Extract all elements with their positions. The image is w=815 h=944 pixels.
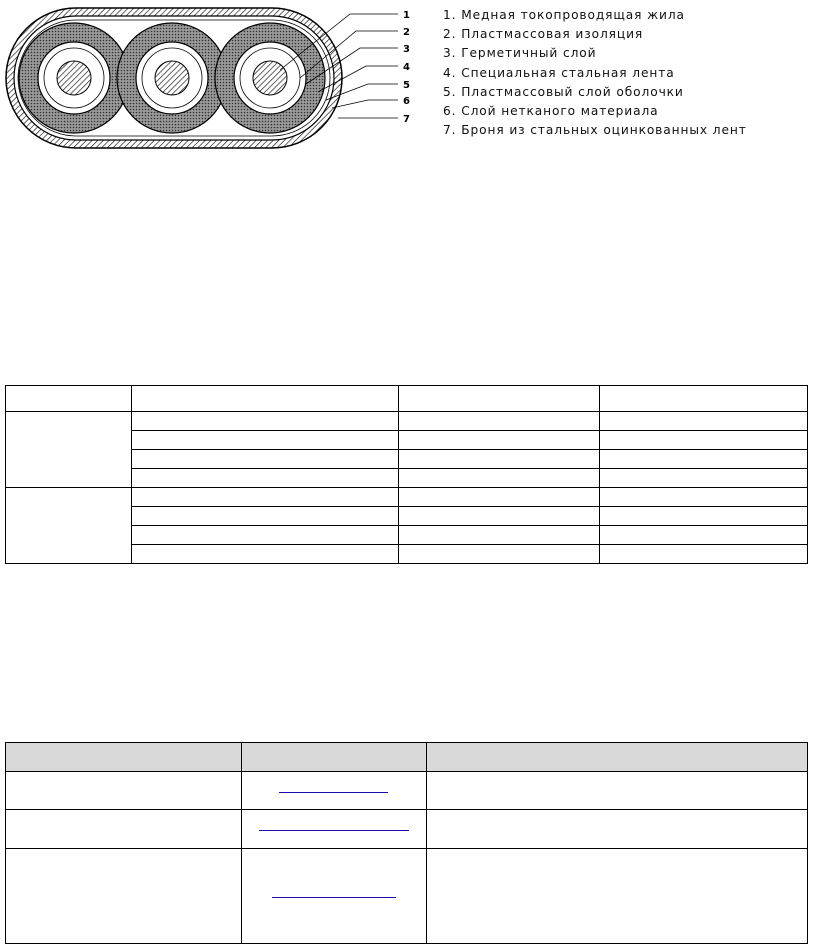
conductor-2 bbox=[117, 23, 227, 133]
legend-item: 6. Слой нетканого материала bbox=[443, 104, 659, 119]
table-cell bbox=[600, 412, 808, 431]
conductor-1 bbox=[19, 23, 129, 133]
table-cell bbox=[600, 507, 808, 526]
table-cell bbox=[600, 469, 808, 488]
table-cell bbox=[131, 431, 399, 450]
table-cell bbox=[131, 526, 399, 545]
callout-1: 1 bbox=[403, 10, 410, 21]
component-legend bbox=[443, 6, 747, 140]
header-cell bbox=[426, 743, 807, 772]
callout-2: 2 bbox=[403, 27, 410, 38]
table-cell bbox=[426, 849, 807, 944]
table-cell bbox=[600, 450, 808, 469]
table-cell bbox=[399, 431, 600, 450]
table-row bbox=[6, 849, 808, 944]
header-cell bbox=[399, 386, 600, 412]
link[interactable] bbox=[272, 896, 396, 898]
table-cell bbox=[399, 412, 600, 431]
table-cell bbox=[399, 526, 600, 545]
legend-item: 3. Герметичный слой bbox=[443, 46, 597, 61]
table-cell bbox=[426, 772, 807, 810]
table-cell bbox=[131, 488, 399, 507]
link-cell bbox=[241, 849, 426, 944]
link[interactable] bbox=[279, 791, 388, 793]
table-cell bbox=[399, 450, 600, 469]
legend-item: 1. Медная токопроводящая жила bbox=[443, 8, 685, 22]
header-cell bbox=[131, 386, 399, 412]
legend-item: 7. Броня из стальных оцинкованных лент bbox=[443, 123, 747, 138]
header-cell bbox=[600, 386, 808, 412]
table-header-row bbox=[6, 743, 808, 772]
table-cell bbox=[131, 545, 399, 564]
table-header-row bbox=[6, 386, 808, 412]
table-row bbox=[6, 772, 808, 810]
table-row bbox=[6, 810, 808, 849]
callout-7: 7 bbox=[403, 114, 410, 125]
header-cell bbox=[6, 743, 242, 772]
link-cell bbox=[241, 772, 426, 810]
table-row bbox=[6, 488, 808, 507]
legend-item: 2. Пластмассовая изоляция bbox=[443, 27, 644, 42]
group-cell bbox=[6, 412, 132, 488]
table-cell bbox=[399, 488, 600, 507]
table-cell bbox=[6, 849, 242, 944]
conductor-3 bbox=[215, 23, 325, 133]
table-cell bbox=[399, 545, 600, 564]
legend-item: 4. Специальная стальная лента bbox=[443, 65, 675, 80]
header-cell bbox=[241, 743, 426, 772]
legend-item: 5. Пластмассовый слой оболочки bbox=[443, 84, 684, 99]
callout-4: 4 bbox=[403, 62, 410, 73]
table-cell bbox=[600, 488, 808, 507]
table-cell bbox=[399, 507, 600, 526]
table-cell bbox=[131, 507, 399, 526]
table-cell bbox=[131, 450, 399, 469]
table-cell bbox=[600, 545, 808, 564]
group-cell bbox=[6, 488, 132, 564]
link-cell bbox=[241, 810, 426, 849]
table-row bbox=[6, 412, 808, 431]
table-cell bbox=[399, 469, 600, 488]
table-cell bbox=[131, 469, 399, 488]
link[interactable] bbox=[259, 829, 409, 831]
cable-cross-section-diagram bbox=[0, 0, 440, 160]
table-cell bbox=[600, 526, 808, 545]
table-cell bbox=[426, 810, 807, 849]
callout-3: 3 bbox=[403, 44, 410, 55]
table-cell bbox=[6, 772, 242, 810]
table-cell bbox=[131, 412, 399, 431]
links-table bbox=[5, 742, 808, 944]
callout-6: 6 bbox=[403, 96, 410, 107]
header-cell bbox=[6, 386, 132, 412]
specification-table bbox=[5, 385, 808, 564]
table-cell bbox=[6, 810, 242, 849]
callout-5: 5 bbox=[403, 80, 410, 91]
table-cell bbox=[600, 431, 808, 450]
